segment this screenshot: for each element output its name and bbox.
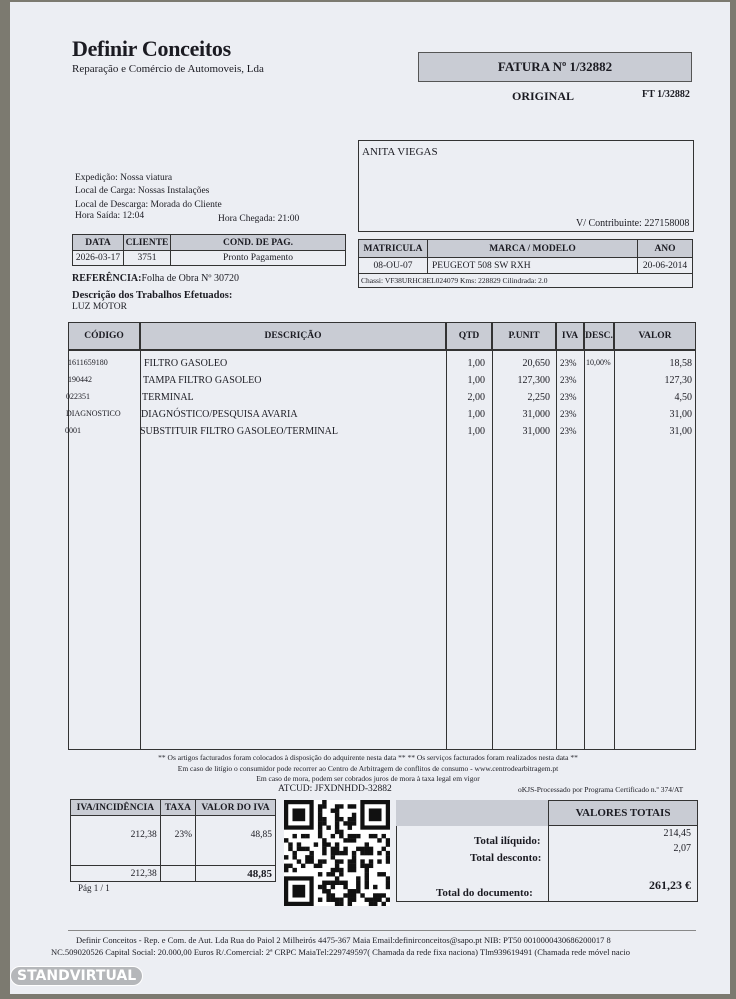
total-desconto-value: 2,07 [673,843,691,854]
cell-valor: 4,50 [674,392,692,403]
col-valor: VALOR [614,322,696,350]
table-row [0,426,736,442]
company-subtitle: Reparação e Comércio de Automoveis, Lda [72,63,264,75]
cell-qtd: 1,00 [467,409,485,420]
hora-chegada: Hora Chegada: 21:00 [218,214,300,224]
iva-summary-table [70,799,276,882]
note-line-1: ** Os artigos facturados foram colocados à disposição do adquirente nesta data ** ** Os serviços facturados foram realizados nesta data ** [158,753,578,762]
table-row [0,409,736,425]
cell-punit: 31,000 [522,426,550,437]
th-data: DATA [73,235,124,251]
cell-punit: 2,250 [527,392,550,403]
td-cliente: 3751 [124,251,171,266]
col-descricao: DESCRIÇÃO [140,322,446,350]
cell-descricao: DIAGNÓSTICO/PESQUISA AVARIA [141,409,298,420]
th-valor-iva: VALOR DO IVA [195,800,275,816]
col-iva: IVA [556,322,584,350]
total-documento-value: 261,23 € [649,878,691,892]
cell-descricao: TERMINAL [142,392,194,403]
invoice-number-box [418,52,692,82]
descricao-title: Descrição dos Trabalhos Efetuados: [72,290,233,301]
cell-punit: 20,650 [522,358,550,369]
td-data: 2026-03-17 [73,251,124,266]
local-carga: Local de Carga: Nossas Instalações [75,186,210,196]
referencia [72,273,239,284]
totais-header-fill [396,800,548,826]
table-row [0,392,736,408]
total-valor-iva: 48,85 [195,866,275,882]
ft-number: FT 1/32882 [642,89,690,100]
cell-qtd: 1,00 [467,426,485,437]
vehicle-table [358,239,693,288]
totais-header: VALORES TOTAIS [548,800,698,826]
cell-valor: 18,58 [669,358,692,369]
th-marca: MARCA / MODELO [428,240,638,258]
totais-divider [548,826,549,902]
cell-qtd: 2,00 [467,392,485,403]
footer-divider [68,930,696,931]
total-desconto-label: Total desconto: [470,852,542,864]
td-incidencia: 212,38 [71,816,161,866]
cell-iva: 23% [560,426,577,436]
client-nif: V/ Contribuinte: 227158008 [576,218,690,229]
total-documento-label: Total do documento: [436,887,533,899]
cell-iva: 23% [560,358,577,368]
th-matricula: MATRICULA [359,240,428,258]
cell-valor: 31,00 [669,409,692,420]
th-ano: ANO [638,240,693,258]
th-incidencia: IVA/INCIDÊNCIA [71,800,161,816]
th-cond: COND. DE PAG. [171,235,346,251]
table-row [0,358,736,374]
cell-valor: 31,00 [669,426,692,437]
qr-code-graphic [284,800,390,906]
cell-punit: 31,000 [522,409,550,420]
expedicao: Expedição: Nossa viatura [75,173,173,183]
cell-codigo: 1611659180 [68,358,108,367]
col-qtd: QTD [446,322,492,350]
cell-descricao: SUBSTITUIR FILTRO GASOLEO/TERMINAL [140,426,338,437]
atcud: ATCUD: JFXDNHDD-32882 [278,784,392,794]
certificado: oKJS-Processado por Programa Certificado n.º 374/AT [518,785,684,794]
standvirtual-watermark-logo: STANDVIRTUAL [10,966,143,986]
cell-descricao: TAMPA FILTRO GASOLEO [143,375,262,386]
cell-desc: 10,00% [586,358,611,367]
original-label: ORIGINAL [512,89,575,103]
footer-line-2: NC.509020526 Capital Social: 20.000,00 Euros R/.Comercial: 2ª CRPC MaiaTel:229749597( Chamada da rede fixa naciona) Tlm939619491 (Chamada rede móvel nacio [51,947,631,957]
cell-codigo: 0001 [65,426,81,435]
note-line-3: Em caso de mora, podem ser cobrados juros de mora à taxa legal em vigor [256,774,480,783]
td-ano: 20-06-2014 [638,258,693,274]
col-punit: P.UNIT [492,322,556,350]
td-marca: PEUGEOT 508 SW RXH [428,258,638,274]
hora-saida: Hora Saída: 12:04 [75,211,145,221]
table-row [0,375,736,391]
total-incidencia: 212,38 [71,866,161,882]
footer-line-1: Definir Conceitos - Rep. e Com. de Aut. Lda Rua do Paiol 2 Milheirós 4475-367 Maia Email:definirconceitos@sapo.pt NIB: PT50 0010000430686200017 8 [76,935,611,945]
referencia-value: Folha de Obra Nº 30720 [141,273,239,284]
td-cond: Pronto Pagamento [171,251,346,266]
total-iliquido-label: Total ilíquido: [474,835,541,847]
note-line-2: Em caso de litígio o consumidor pode recorrer ao Centro de Arbitragem de conflitos de consumo - www.centrodearbitragem.pt [177,764,559,773]
total-iliquido-value: 214,45 [663,828,691,839]
company-name: Definir Conceitos [72,36,231,61]
col-desc: DESC. [584,322,614,350]
items-header [68,322,696,350]
cell-punit: 127,300 [517,375,550,386]
td-taxa: 23% [160,816,195,866]
cell-iva: 23% [560,392,577,402]
descricao-value: LUZ MOTOR [72,302,127,312]
local-descarga: Local de Descarga: Morada do Cliente [75,200,222,210]
cell-codigo: 190442 [68,375,92,384]
qr-code [284,800,390,906]
referencia-label: REFERÊNCIA: [72,273,142,284]
page-number: Pág 1 / 1 [78,883,110,893]
invoice-number: FATURA Nº 1/32882 [497,59,613,74]
cell-iva: 23% [560,375,577,385]
td-matricula: 08-OU-07 [359,258,428,274]
cell-codigo: DIAGNOSTICO [66,409,121,418]
cell-descricao: FILTRO GASOLEO [144,358,228,369]
cell-qtd: 1,00 [467,375,485,386]
client-name: ANITA VIEGAS [362,146,438,158]
td-valor-iva: 48,85 [195,816,275,866]
cell-valor: 127,30 [664,375,692,386]
th-cliente: CLIENTE [124,235,171,251]
cell-qtd: 1,00 [467,358,485,369]
vehicle-details: Chassi: VF38URHC8EL024079 Kms: 228829 Cilindrada: 2.0 [359,274,693,288]
th-taxa: TAXA [160,800,195,816]
cell-codigo: 022351 [66,392,90,401]
doc-info-table [72,234,346,266]
total-taxa-empty [160,866,195,882]
cell-iva: 23% [560,409,577,419]
col-codigo: CÓDIGO [68,322,140,350]
